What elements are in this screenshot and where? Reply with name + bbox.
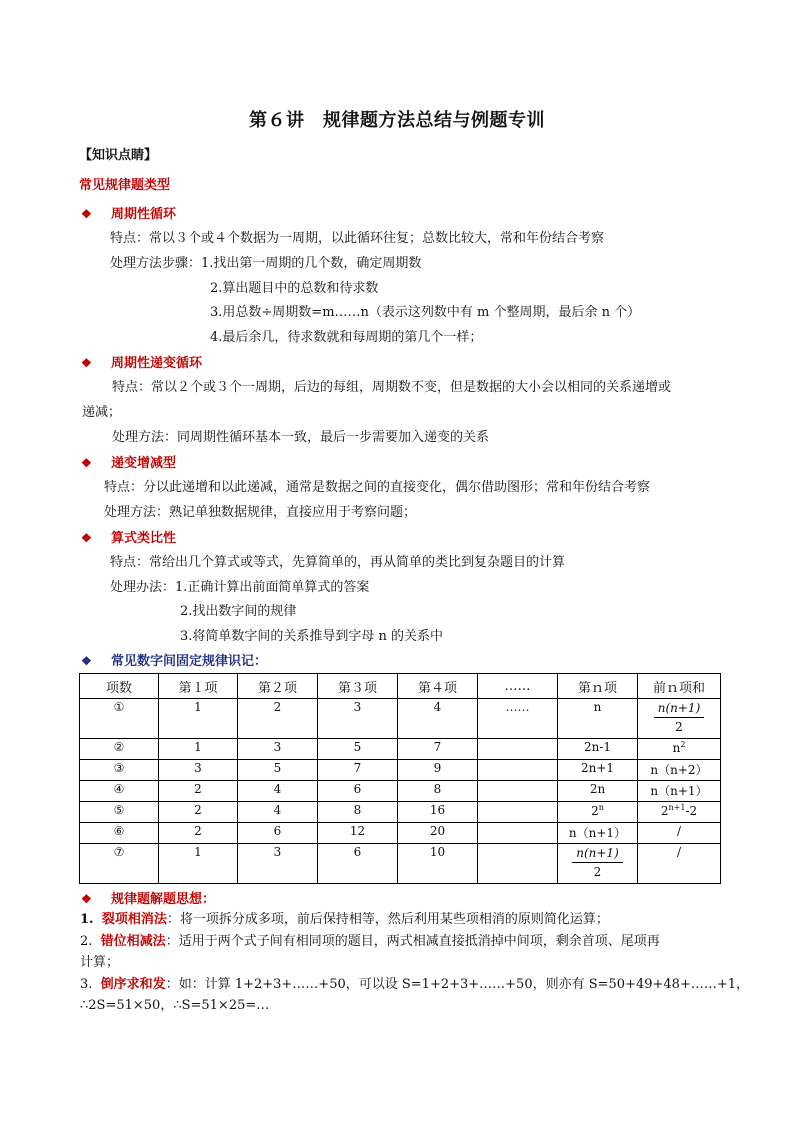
table-cell: 5 (238, 760, 318, 781)
table-row (80, 739, 721, 760)
section-periodic-feature: 特点：常以３个或４个数据为一周期，以此循环往复；总数比较大，常和年份结合考察 (110, 231, 605, 246)
header-cell: 项数 (80, 674, 159, 699)
table-cell: 2$^n$ (558, 802, 638, 823)
diamond-bullet-icon: ❖ (81, 531, 92, 545)
section-analogy-step-2: 2.找出数字间的规律 (180, 604, 297, 619)
table-cell: 2n+1 (558, 760, 638, 781)
row-label: ③ (80, 760, 159, 781)
idea-shift-cont: 计算； (80, 955, 120, 970)
table-cell: 4 (238, 781, 318, 802)
section-periodic-incr-feature-1: 特点：常以２个或３个一周期，后边的每组，周期数不变，但是数据的大小会以相同的关系递增或 (112, 380, 672, 395)
table-cell-sum: n（n+2） (638, 760, 721, 781)
table-cell: 2 (159, 802, 238, 823)
row-label: ② (80, 739, 159, 760)
diamond-bullet-icon: ❖ (81, 207, 92, 221)
section-incr-heading: ❖ 递变增减型 (81, 456, 177, 471)
table-cell-sum (638, 699, 721, 739)
page-title: 第６讲 规律题方法总结与例题专训 (249, 110, 545, 131)
types-heading: 常见规律题类型 (79, 178, 171, 193)
section-analogy-feature: 特点：常给出几个算式或等式，先算简单的，再从简单的类比到复杂题目的计算 (110, 555, 566, 570)
table-cell: 12 (318, 823, 398, 844)
diamond-bullet-icon: ❖ (81, 654, 92, 668)
table-cell: 7 (398, 739, 478, 760)
section-periodic-heading: ❖ 周期性循环 (81, 207, 177, 222)
table-cell: 1 (159, 699, 238, 739)
rules-table (79, 673, 721, 884)
table-cell: 6 (238, 823, 318, 844)
table-cell: 6 (318, 781, 398, 802)
table-cell-sum: / (638, 823, 721, 844)
table-cell: 2n (558, 781, 638, 802)
idea-split: 1. 裂项相消法：将一项拆分成多项，前后保持相等，然后利用某些项相消的原则简化运算； (80, 912, 609, 927)
table-cell: 5 (318, 739, 398, 760)
table-cell (478, 760, 558, 781)
table-row (80, 844, 721, 884)
table-cell (478, 781, 558, 802)
row-label: ④ (80, 781, 159, 802)
section-analogy-step-3: 3.将简单数字间的关系推导到字母 n 的关系中 (180, 629, 444, 644)
section-periodic-incr-feature-2: 递减； (82, 405, 122, 420)
section-periodic-step-4: 4.最后余几，待求数就和每周期的第几个一样； (210, 330, 483, 345)
table-cell: 10 (398, 844, 478, 884)
diamond-bullet-icon: ❖ (81, 356, 92, 370)
section-analogy-heading: ❖ 算式类比性 (81, 531, 177, 546)
table-cell: 20 (398, 823, 478, 844)
table-header-row (80, 674, 721, 699)
table-cell: n（n+1） (558, 823, 638, 844)
section-periodic-step-3: 3.用总数÷周期数=m……n（表示这列数中有 m 个整周期，最后余 n 个） (210, 305, 641, 320)
idea-shift: 2. 错位相减法：适用于两个式子间有相同项的题目，两式相减直接抵消掉中间项，剩余首项、尾项再 (80, 934, 660, 949)
table-cell-sum: n（n+1） (638, 781, 721, 802)
table-cell: 2 (159, 781, 238, 802)
diamond-bullet-icon: ❖ (81, 456, 92, 470)
table-cell (478, 844, 558, 884)
table-cell: 3 (159, 760, 238, 781)
table-row (80, 802, 721, 823)
row-label: ⑥ (80, 823, 159, 844)
table-cell: 3 (238, 844, 318, 884)
table-cell: 7 (318, 760, 398, 781)
header-cell: …… (478, 674, 558, 699)
header-cell: 第４项 (398, 674, 478, 699)
table-heading: ❖ 常见数字间固定规律识记： (81, 654, 268, 669)
table-cell: 8 (318, 802, 398, 823)
ideas-heading: ❖ 规律题解题思想： (81, 892, 216, 907)
knowledge-heading: 【知识点睛】 (79, 148, 158, 163)
table-cell: 4 (238, 802, 318, 823)
table-cell: 1 (159, 739, 238, 760)
table-cell: 3 (318, 699, 398, 739)
fraction: $\frac{n(n+1)}{2}$ (654, 700, 705, 736)
table-cell: 6 (318, 844, 398, 884)
fraction: $\frac{n(n+1)}{2}$ (572, 845, 623, 881)
table-row (80, 699, 721, 739)
table-cell: 2n-1 (558, 739, 638, 760)
table-cell (558, 844, 638, 884)
section-periodic-incr-method: 处理方法：同周期性循环基本一致，最后一步需要加入递变的关系 (112, 430, 490, 445)
table-cell (478, 823, 558, 844)
table-row (80, 823, 721, 844)
table-cell: 3 (238, 739, 318, 760)
table-cell: 1 (159, 844, 238, 884)
header-cell: 第１项 (159, 674, 238, 699)
table-cell: 16 (398, 802, 478, 823)
idea-reverse: 3. 倒序求和发：如：计算 1+2+3+……+50，可以设 S=1+2+3+……+50，则亦有 S=50+49+48+……+1， (80, 977, 749, 992)
table-cell: n (558, 699, 638, 739)
row-label: ⑤ (80, 802, 159, 823)
header-cell: 第ｎ项 (558, 674, 638, 699)
table-cell: …… (478, 699, 558, 739)
table-row (80, 760, 721, 781)
row-label: ① (80, 699, 159, 739)
table-cell: 9 (398, 760, 478, 781)
header-cell: 第３项 (318, 674, 398, 699)
idea-reverse-cont: ∴2S=51×50，∴S=51×25=… (80, 998, 270, 1013)
diamond-bullet-icon: ❖ (81, 892, 92, 906)
table-cell: 2 (159, 823, 238, 844)
header-cell: 第２项 (238, 674, 318, 699)
section-periodic-incr-heading: ❖ 周期性递变循环 (81, 356, 203, 371)
header-cell: 前ｎ项和 (638, 674, 721, 699)
section-periodic-steps: 处理方法步骤：1.找出第一周期的几个数，确定周期数 (110, 256, 422, 271)
row-label: ⑦ (80, 844, 159, 884)
table-cell: 4 (398, 699, 478, 739)
table-cell: 2 (238, 699, 318, 739)
table-cell-sum: / (638, 844, 721, 884)
table-cell-sum: $2^{n+1}-2$ (638, 802, 721, 823)
section-incr-method: 处理方法：熟记单独数据规律，直接应用于考察问题； (104, 505, 417, 520)
section-analogy-method: 处理办法：1.正确计算出前面简单算式的答案 (110, 580, 370, 595)
table-cell (478, 739, 558, 760)
table-cell (478, 802, 558, 823)
table-row (80, 781, 721, 802)
section-periodic-step-2: 2.算出题目中的总数和待求数 (210, 281, 379, 296)
table-cell: 8 (398, 781, 478, 802)
section-incr-feature: 特点：分以此递增和以此递减，通常是数据之间的直接变化，偶尔借助图形；常和年份结合考察 (104, 480, 651, 495)
table-cell-sum: $n^2$ (638, 739, 721, 760)
